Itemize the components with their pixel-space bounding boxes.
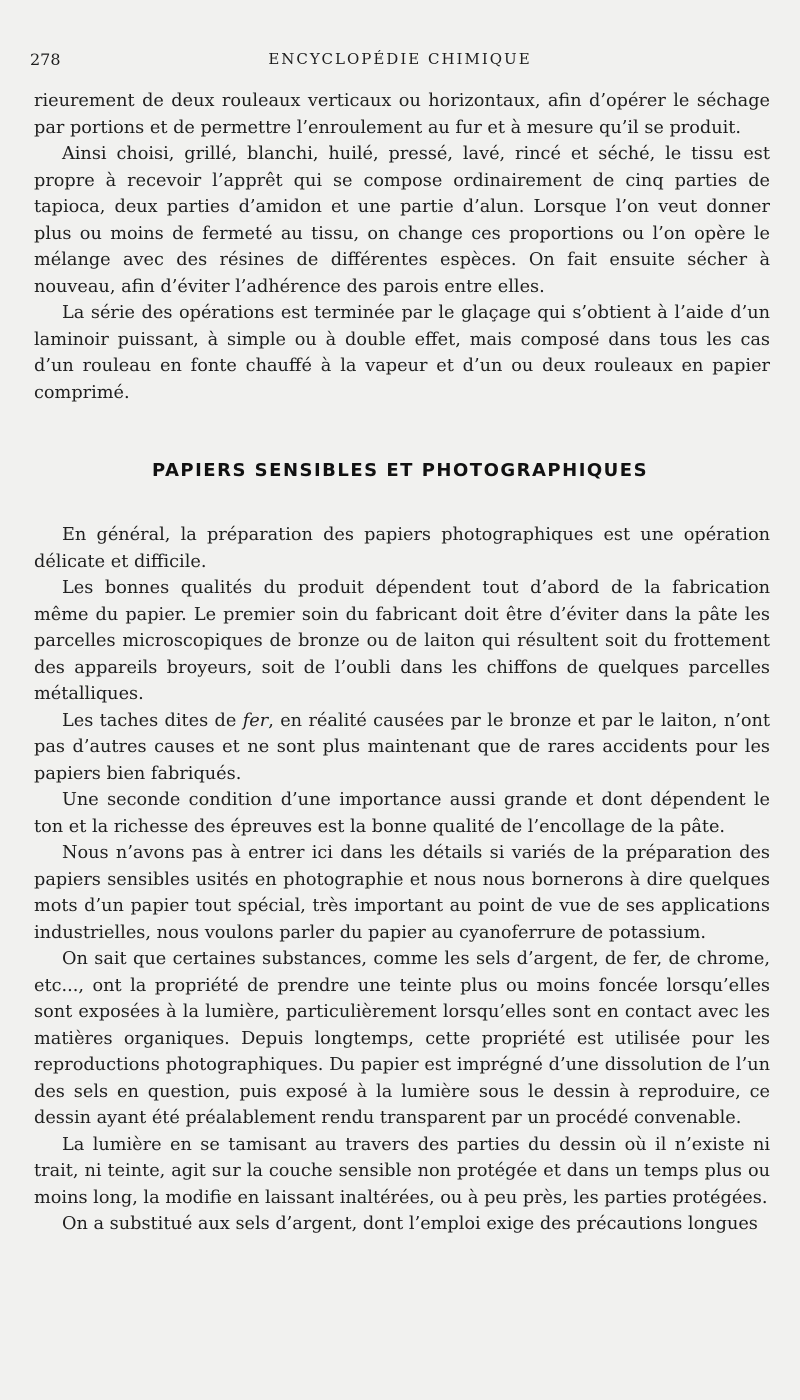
continued-text (34, 88, 770, 406)
paragraph: La lumière en se tamisant au travers des parties du dessin où il n’existe ni trait, ni teinte, agit sur la couche sensible non protégée et dans un temps plus ou moins long, la modifie en laissant inaltérées, ou à peu près, les parties protégées. (34, 1134, 770, 1208)
page-number: 278 (30, 50, 61, 69)
section-title: PAPIERS SENSIBLES ET PHOTOGRAPHIQUES (151, 460, 649, 481)
paragraph: Ainsi choisi, grillé, blanchi, huilé, pressé, lavé, rincé et séché, le tissu est propre à recevoir l’apprêt qui se compose ordinairement de cinq parties de tapioca, deux parties d’amidon et une partie d’alun. Lorsque l’on veut donner plus ou moins de fermeté au tissu, on change ces proportions ou l’on opère le mélange avec des résines de différentes espèces. On fait ensuite sécher à nouveau, afin d’éviter l’adhérence des parois entre elles. (34, 144, 770, 297)
section-body (34, 522, 770, 1238)
paragraph: Une seconde condition d’une importance aussi grande et dont dépendent le ton et la richesse des épreuves est la bonne qualité de l’encollage de la pâte. (34, 790, 770, 837)
paragraph: On sait que certaines substances, comme les sels d’argent, de fer, de chrome, etc..., ont la propriété de prendre une teinte plus ou moins foncée lorsqu’elles sont exposées à la lumière, particulièrement lorsqu’elles sont en contact avec les matières organiques. Depuis longtemps, cette propriété est utilisée pour les reproductions photographiques. Du papier est imprégné d’une dissolution de l’un des sels en question, puis exposé à la lumière sous le dessin à reproduire, ce dessin ayant été préalablement rendu transparent par un procédé convenable. (34, 949, 770, 1128)
paragraph (34, 708, 770, 788)
paragraph: rieurement de deux rouleaux verticaux ou horizontaux, afin d’opérer le séchage par portions et de permettre l’enroulement au fur et à mesure qu’il se produit. (34, 91, 770, 138)
italic-term: fer (242, 710, 269, 731)
paragraph-text: Les taches dites de (62, 710, 243, 731)
paragraph: On a substitué aux sels d’argent, dont l’emploi exige des précautions longues (62, 1214, 758, 1234)
paragraph: La série des opérations est terminée par le glaçage qui s’obtient à l’aide d’un laminoir puissant, à simple ou à double effet, mais composé dans tous les cas d’un rouleau en fonte chauffé à la vapeur et d’un ou deux rouleaux en papier comprimé. (34, 303, 770, 403)
paragraph: En général, la préparation des papiers photographiques est une opération délicate et difficile. (34, 525, 770, 572)
running-title: ENCYCLOPÉDIE CHIMIQUE (268, 50, 532, 68)
page-header (30, 50, 770, 74)
paragraph: Nous n’avons pas à entrer ici dans les détails si variés de la préparation des papiers sensibles usités en photographie et nous nous bornerons à dire quelques mots d’un papier tout spécial, très important au point de vue de ses applications industrielles, nous voulons parler du papier au cyanoferrure de potassium. (34, 843, 770, 943)
paragraph-text: , en réalité causées par le bronze et par le laiton, n’ont pas d’autres causes et ne sont plus maintenant que de rares accidents pour les papiers bien fabriqués. (34, 710, 770, 784)
paragraph: Les bonnes qualités du produit dépendent tout d’abord de la fabrication même du papier. Le premier soin du fabricant doit être d’éviter dans la pâte les parcelles microscopiques de bronze ou de laiton qui résultent soit du frottement des appareils broyeurs, soit de l’oubli dans les chiffons de quelques parcelles métalliques. (34, 578, 770, 704)
